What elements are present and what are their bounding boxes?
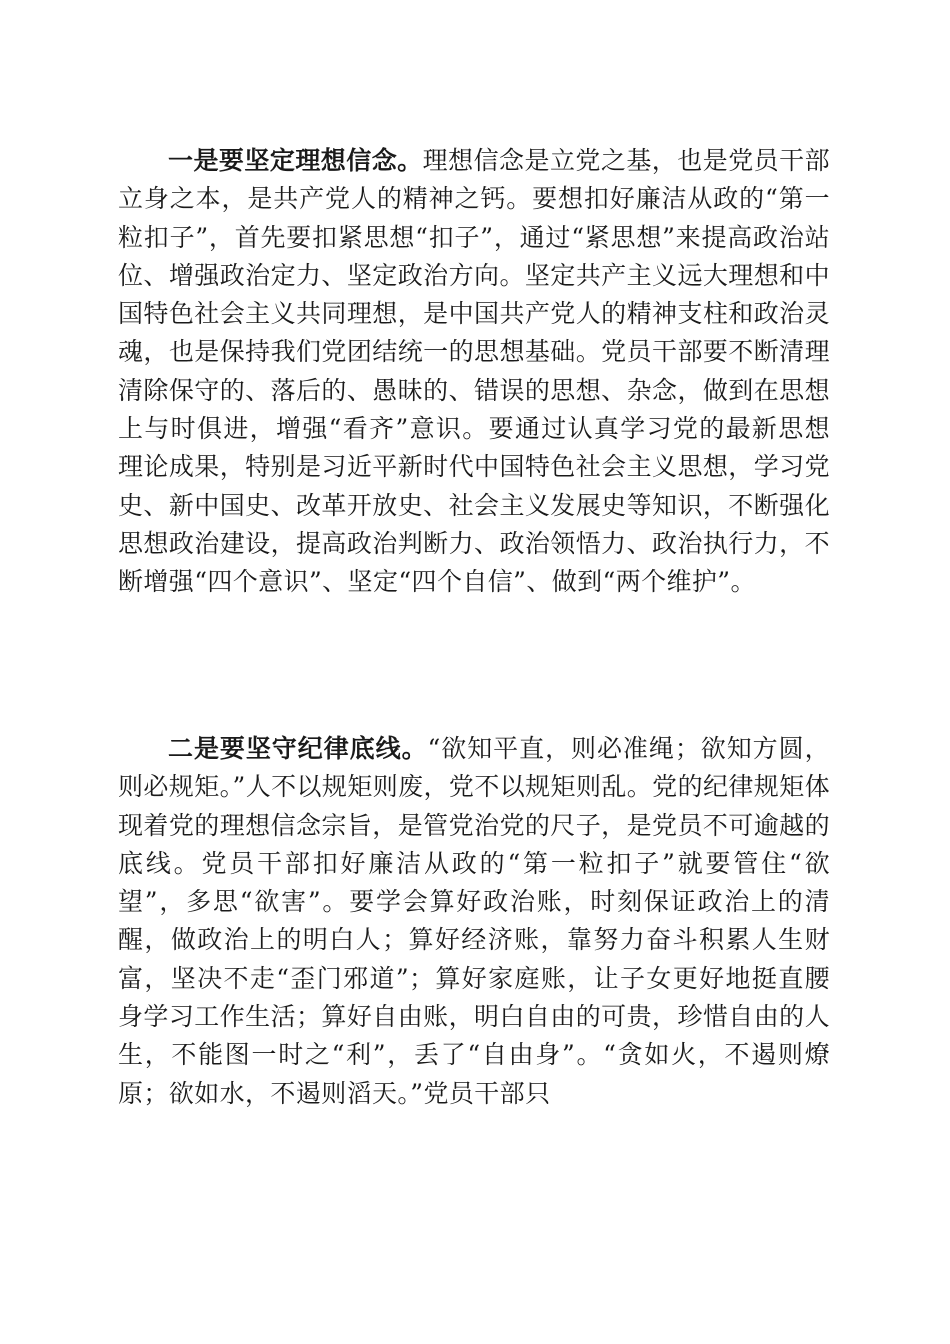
paragraph-lead: 二是要坚守纪律底线。 bbox=[168, 734, 428, 763]
paragraph-1 bbox=[118, 142, 830, 602]
paragraph-text bbox=[118, 730, 830, 1113]
paragraph-lead: 一是要坚定理想信念。 bbox=[168, 146, 423, 175]
paragraph-body: “欲知平直，则必准绳；欲知方圆，则必规矩。”人不以规矩则废，党不以规矩则乱。党的纪律规矩体现着党的理想信念宗旨，是管党治党的尺子，是党员不可逾越的底线。党员干部扣好廉洁从政的“第一粒扣子”就要管住“欲望”，多思“欲害”。要学会算好政治账，时刻保证政治上的清醒，做政治上的明白人；算好经济账，靠努力奋斗积累人生财富，坚决不走“歪门邪道”；算好家庭账，让子女更好地挺直腰身学习工作生活；算好自由账，明白自由的可贵，珍惜自由的人生，不能图一时之“利”，丢了“自由身”。“贪如火，不遏则燎原；欲如水，不遏则滔天。”党员干部只 bbox=[118, 734, 830, 1108]
paragraph-text bbox=[118, 142, 830, 602]
paragraph-2 bbox=[118, 730, 830, 1113]
paragraph-body: 理想信念是立党之基，也是党员干部立身之本，是共产党人的精神之钙。要想扣好廉洁从政的“第一粒扣子”，首先要扣紧思想“扣子”，通过“紧思想”来提高政治站位、增强政治定力、坚定政治方向。坚定共产主义远大理想和中国特色社会主义共同理想，是中国共产党人的精神支柱和政治灵魂，也是保持我们党团结统一的思想基础。党员干部要不断清理清除保守的、落后的、愚昧的、错误的思想、杂念，做到在思想上与时俱进，增强“看齐”意识。要通过认真学习党的最新思想理论成果，特别是习近平新时代中国特色社会主义思想，学习党史、新中国史、改革开放史、社会主义发展史等知识，不断强化思想政治建设，提高政治判断力、政治领悟力、政治执行力，不断增强“四个意识”、坚定“四个自信”、做到“两个维护”。 bbox=[118, 146, 830, 597]
